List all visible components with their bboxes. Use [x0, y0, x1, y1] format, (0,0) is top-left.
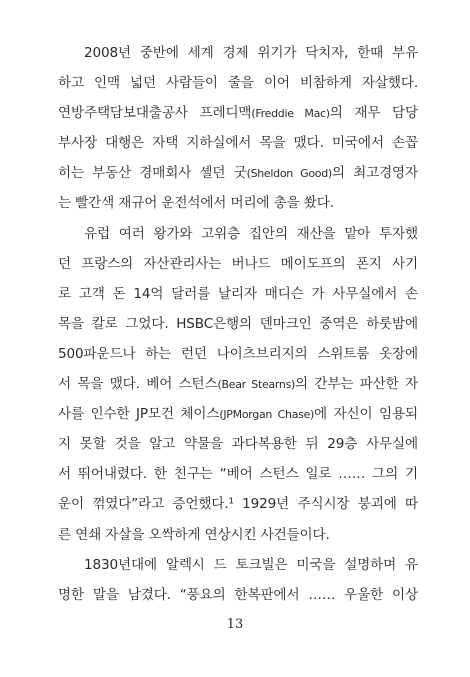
text-line: 500파운드나 하는 런던 나이츠브리지의 스위트룸 옷장에	[58, 345, 418, 362]
text-line: 서 뛰어내렸다. 한 친구는 “베어 스턴스 일로 …… 그의 기	[58, 466, 418, 483]
text-line: 사를 인수한 JP모건 체이스(JPMorgan Chase)에 자신이 임용되	[58, 406, 418, 423]
text-line: 로 고객 돈 14억 달러를 날리자 매디슨 가 사무실에서 손	[58, 285, 418, 302]
text-line: 목을 칼로 그었다. HSBC은행의 덴마크인 중역은 하룻밤에	[58, 315, 418, 332]
text-line: 지 못할 것을 알고 약물을 과다복용한 뒤 29층 사무실에	[58, 436, 418, 453]
body-text	[58, 38, 418, 610]
text-line: 던 프랑스의 자산관리사는 버나드 메이도프의 폰지 사기	[58, 255, 418, 272]
text-line: 2008년 중반에 세계 경제 위기가 닥치자, 한때 부유	[84, 45, 418, 61]
text-line: 는 빨간색 재규어 운전석에서 머리에 총을 쐈다.	[58, 195, 334, 212]
text-line: 히는 부동산 경매회사 셸던 굿(Sheldon Good)의 최고경영자	[58, 165, 418, 182]
text-line: 연방주택담보대출공사 프레디맥(Freddie Mac)의 재무 담당	[58, 105, 418, 122]
text-line: 1830년대에 알렉시 드 토크빌은 미국을 설명하며 유	[84, 556, 418, 573]
text-line: 운이 꺾였다”라고 증언했다.¹ 1929년 주식시장 붕괴에 따	[58, 496, 418, 513]
page-number: 13	[226, 617, 244, 632]
text-line: 른 연쇄 자살을 오싹하게 연상시킨 사건들이다.	[58, 526, 330, 543]
text-line: 서 목을 맸다. 베어 스턴스(Bear Stearns)의 간부는 파산한 자	[58, 376, 418, 393]
text-line: 부사장 대행은 자택 지하실에서 목을 맸다. 미국에서 손꼽	[58, 135, 418, 152]
text-line: 하고 인맥 넓던 사람들이 줄을 이어 비참하게 자살했다.	[58, 75, 418, 92]
text-line: 명한 말을 남겼다. “풍요의 한복판에서 …… 우울한 이상	[58, 586, 418, 603]
text-line: 유럽 여러 왕가와 고위층 집안의 재산을 맡아 투자했	[84, 225, 418, 242]
